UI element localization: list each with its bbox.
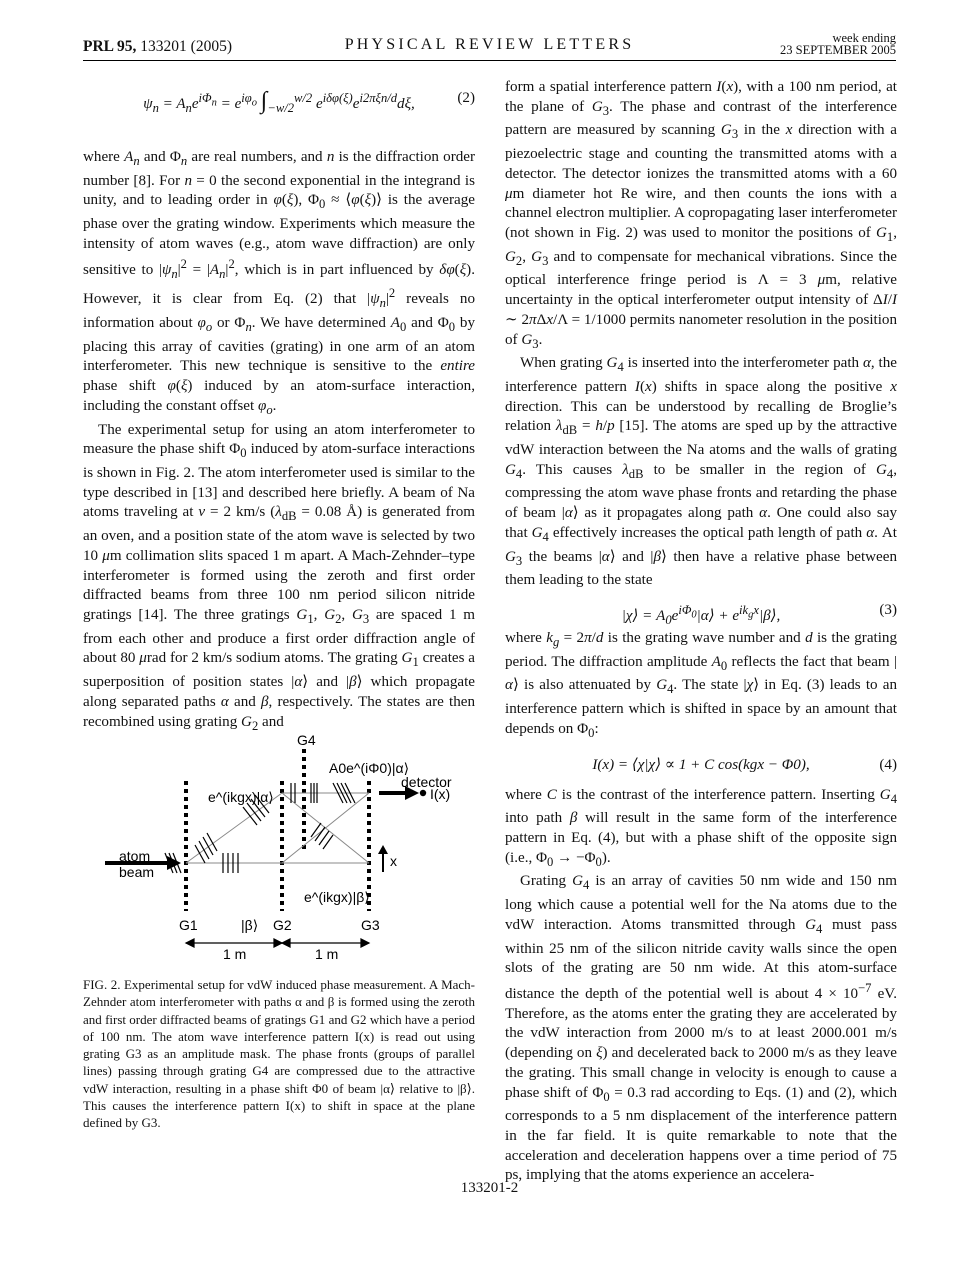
equation-4-body: I(x) = ⟨χ|χ⟩ ∝ 1 + C cos(kgx − Φ0), — [592, 756, 810, 773]
equation-3-body: |χ⟩ = $A_0e^{i\Phi_0}|\alpha⟩$ + $e^{ik_gx}|\beta⟩$, — [621, 603, 781, 628]
date-label: 23 SEPTEMBER 2005 — [780, 43, 896, 57]
label-detector: detector — [401, 774, 452, 790]
label-alpha-state: e^(ikgx)|α⟩ — [208, 789, 274, 805]
journal-name: PHYSICAL REVIEW LETTERS — [344, 36, 635, 53]
distance-markers — [186, 939, 369, 947]
equation-4 — [505, 754, 897, 776]
label-beam: beam — [119, 864, 155, 880]
right-paragraph-2: When grating $G_4$ is inserted into the interferometer path α, the interference pattern I(x) shifts in space along the positive x direction. This can be understood by recalling de Broglie’s relation $\lambda_{dB} = h/p$ [15]. The atoms are sped up by the attractive vdW interaction between the Na atoms and the walls of grating $G_4$. This causes $\lambda_{dB}$ to be smaller in the region of $G_4$, compressing the atom wave phase fronts and retarding the phase of beam |α⟩ as it propagates along path α. One could also say that $G_4$ effectively increases the optical path length of path α. At $G_3$ the beams |α⟩ and |β⟩ then have a relative phase between them leading to the state — [505, 355, 898, 589]
label-g4: G4 — [297, 732, 316, 748]
label-g1: G1 — [179, 917, 198, 933]
right-column — [505, 78, 897, 1186]
detector-dot — [420, 790, 426, 796]
label-x-axis: x — [390, 853, 397, 869]
equation-2-number: (2) — [457, 90, 475, 106]
label-beta-state-right: e^(ikgx)|β⟩ — [304, 889, 370, 905]
page-number: 133201-2 — [460, 1180, 519, 1196]
equation-2 — [83, 78, 475, 148]
label-distance-2: 1 m — [315, 946, 339, 962]
week-ending-label: week ending — [832, 31, 896, 45]
header-rule — [83, 60, 896, 61]
interferometer-diagram — [83, 727, 475, 979]
right-paragraph-3: where $k_g = 2\pi/d$ is the grating wave number and d is the grating period. The diffraction amplitude $A_0$ reflects the fact that beam |α⟩ is also attenuated by $G_4$. The state |χ⟩ in Eq. (3) leads to an interference pattern which is shifted in space by an amount that depends on $\Phi_0$: — [505, 630, 898, 740]
equation-2-body: $\psi_n = A_ne^{i\Phi_n} = e^{i\varphi_o}$ $\int_{-w/2}^{w/2}$ $e^{i\delta\varphi(\xi)}e^{i2\pi\xi n/d}d\xi$, — [143, 88, 415, 116]
equation-3-number: (3) — [879, 602, 897, 619]
figure-2 — [83, 727, 475, 979]
left-paragraph-2: The experimental setup for using an atom interferometer to measure the phase shift $\Phi_0$ induced by atom-surface interactions is shown in Fig. 2. The atom interferometer used is similar to the type described in [13] and described here briefly. A beam of Na atoms traveling at v = 2 km/s ($\lambda_{dB} = 0.08$ Å) is generated from an oven, and a position state of the atom wave is selected by two 10 μm collimation slits spaced 1 m apart. A Mach-Zehnder–type interferometer is formed using the zeroth and first order diffracted beams from three 100 nm period silicon nitride gratings [14]. The three gratings $G_1$, $G_2$, $G_3$ are spaced 1 m from each other and produce a first order diffraction angle of about 80 μrad for 2 km/s sodium atoms. The grating $G_1$ creates a superposition of position states |α⟩ and |β⟩ which propagate along separated paths α and β, respectively. The states are then recombined using grating $G_2$ and — [83, 421, 476, 733]
figure-2-caption: FIG. 2. Experimental setup for vdW induced phase measurement. A Mach-Zehnder atom interferometer with paths α and β is formed using the zeroth and first order diffracted beams of gratings G1 and G2 which have a period of 100 nm. The atom wave interference pattern I(x) is read out using grating G3 as an amplitude mask. The phase fronts (groups of parallel lines) passing through grating G4 are compressed due to the attractive vdW interaction, resulting in a phase shift Φ0 of beam |α⟩ relative to |β⟩. This causes the interference pattern I(x) to shift in space at the plane defined by G3. — [83, 977, 475, 1131]
equation-3 — [505, 599, 897, 628]
left-paragraph-1: where $A_n$ and $\Phi_n$ are real numbers, and n is the diffraction order number [8]. For n = 0 the second exponential in the integrand is unity, and to leading order in φ(ξ), $\Phi_0$ ≈ ⟨φ(ξ)⟩ is the average phase over the grating window. Experiments which measure the intensity of atom waves (e.g., atom wave diffraction) are only sensitive to $|\psi_n|^2 = |A_n|^2$, which is in part influenced by δφ(ξ). However, it is clear from Eq. (2) that $|\psi_n|^2$ reveals no information about $\varphi_o$ or $\Phi_n$. We have determined $A_0$ and $\Phi_0$ by placing this array of cavities (grating) in one arm of an atom interferometer. This new technique is sensitive to the entire phase shift φ(ξ) induced by an atom-surface interaction, including the constant offset $\varphi_o$. — [83, 149, 476, 417]
issue-date — [780, 32, 896, 56]
label-g2: G2 — [273, 917, 292, 933]
right-paragraph-5: Grating $G_4$ is an array of cavities 50 nm wide and 150 nm long which cause a potential well for the Na atoms due to the vdW interaction. Atoms transmitted through $G_4$ must pass within 25 nm of the silicon nitride cavity walls since the open slots of the grating are 50 nm wide. At this atom-surface distance the depth of the potential well is about $4 \times 10^{-7}$ eV. Therefore, as the atoms enter the grating they are accelerated by the vdW interaction from 2000 m/s to at least 2000.001 m/s (depending on ξ) and decelerated back to 2000 m/s as they leave the grating. This small change in velocity is enough to cause a phase shift of $\Phi_0 = 0.3$ rad according to Eqs. (1) and (2), which corresponds to a 5 nm displacement of the interference pattern in the far field. It is quite remarkable to note that the acceleration and deceleration happens over a time period of 75 ps, implying that the atoms experience an accelera- — [505, 873, 897, 1184]
label-g3: G3 — [361, 917, 380, 933]
label-distance-1: 1 m — [223, 946, 247, 962]
left-column — [83, 78, 475, 736]
right-paragraph-4: where C is the contrast of the interference pattern. Inserting $G_4$ into path β will result in the same form of the interference pattern in Eq. (4), but with a phase shift of the opposite sign (i.e., $\Phi_0 \to -\Phi_0$). — [505, 786, 898, 869]
label-beta: |β⟩ — [241, 917, 259, 933]
label-intensity: I(x) — [430, 786, 451, 802]
journal-reference: PRL 95, 133201 (2005) — [83, 38, 232, 55]
right-paragraph-1: form a spatial interference pattern I(x), with a 100 nm period, at the plane of $G_3$. The phase and contrast of the interference pattern are measured by scanning $G_3$ in the x direction with a piezoelectric stage and counting the transmitted atoms with a detector. The detector ionizes the transmitted atoms with a 60 μm diameter hot Re wire, and then counts the ions with a channel electron multiplier. A copropagating laser interferometer (not shown in Fig. 2) was used to monitor the positions of $G_1$, $G_2$, $G_3$ and to compensate for mechanical vibrations. Since the optical interference fringe period is Λ = 3 μm, relative uncertainty in the optical interferometer output intensity of ΔI/I ∼ 2πΔx/Λ = 1/1000 permits nanometer resolution in the position of $G_3$. — [505, 79, 898, 351]
label-top-state: A0e^(iΦ0)|α⟩ — [329, 760, 410, 776]
equation-4-number: (4) — [879, 756, 897, 773]
x-axis-arrowhead — [378, 845, 388, 854]
label-atom: atom — [119, 848, 151, 864]
